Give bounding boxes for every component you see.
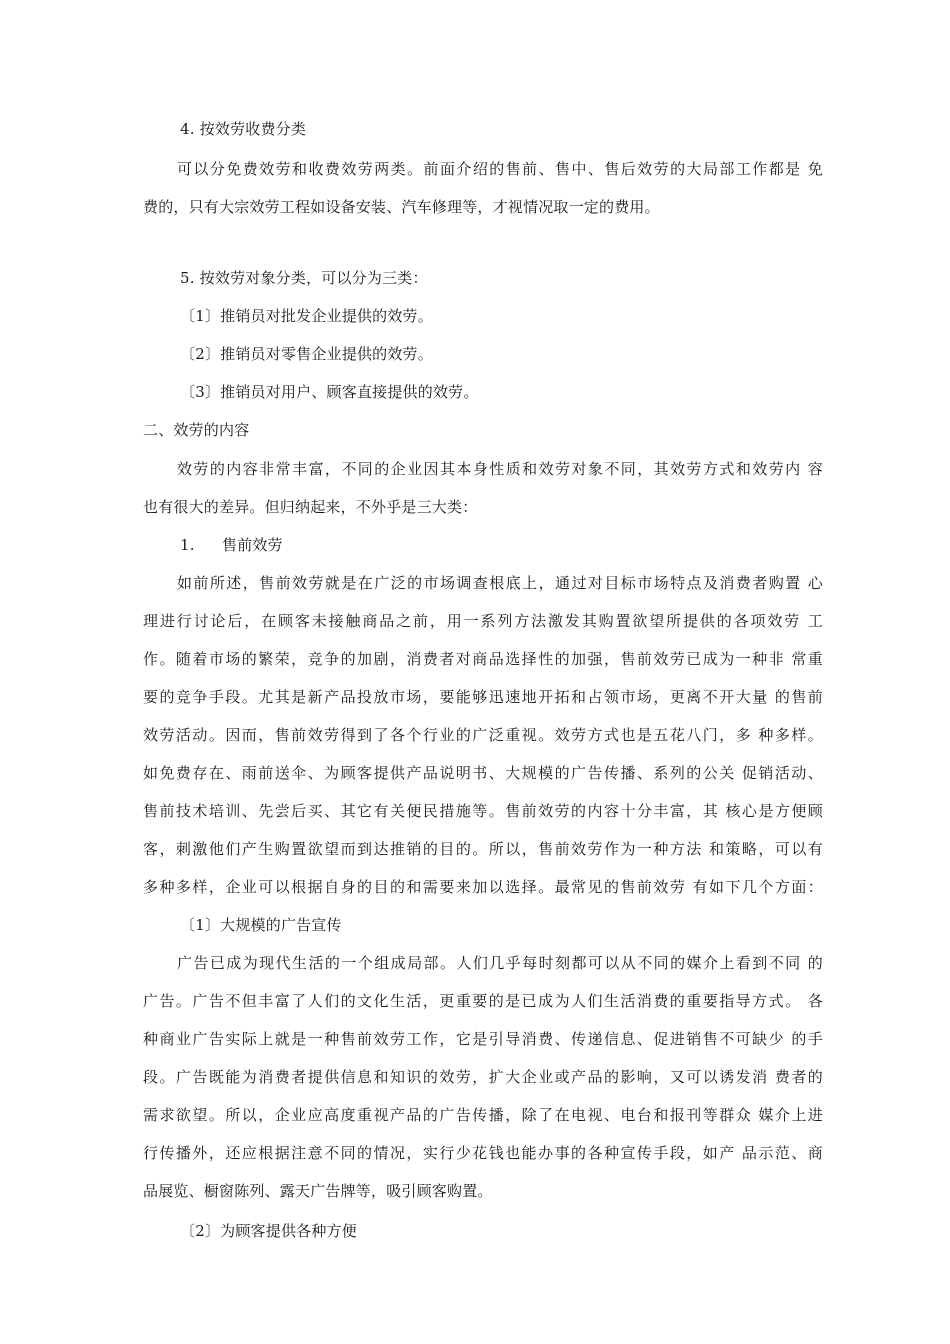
item1-line-2: 广告。广告不但丰富了人们的文化生活，更重要的是已成为人们生活消费的重要指导方式。 各 bbox=[143, 992, 823, 1010]
item1-line-5: 需求欲望。所以，企业应高度重视产品的广告传播，除了在电视、电台和报刊等群众 媒介上进 bbox=[143, 1106, 823, 1124]
presale-line-3: 作。随着市场的繁荣，竞争的加剧，消费者对商品选择性的加强，售前效劳已成为一种非 常重 bbox=[143, 650, 823, 668]
presale-line-7: 售前技术培训、先尝后买、其它有关便民措施等。售前效劳的内容十分丰富，其 核心是方便顾 bbox=[143, 802, 823, 820]
item1-line-7: 品展览、橱窗陈列、露天广告牌等，吸引顾客购置。 bbox=[143, 1182, 493, 1200]
presale-subheading bbox=[180, 535, 860, 555]
presale-line-8: 客，刺激他们产生购置欲望而到达推销的目的。所以，售前效劳作为一种方法 和策略，可以有 bbox=[143, 840, 823, 858]
section4-heading: 4. 按效劳收费分类 bbox=[180, 120, 307, 138]
section5-item-1: 〔1〕推销员对批发企业提供的效劳。 bbox=[180, 307, 433, 325]
item1-line-3: 种商业广告实际上就是一种售前效劳工作，它是引导消费、传递信息、促进销售不可缺少 的手 bbox=[143, 1030, 823, 1048]
item2-title: 〔2〕为顾客提供各种方便 bbox=[180, 1222, 357, 1240]
section5-heading: 5. 按效劳对象分类，可以分为三类： bbox=[180, 269, 428, 287]
presale-line-1: 如前所述，售前效劳就是在广泛的市场调查根底上，通过对目标市场特点及消费者购置 心 bbox=[177, 574, 823, 592]
presale-title: 售前效劳 bbox=[222, 536, 283, 554]
presale-line-9: 多种多样，企业可以根据自身的目的和需要来加以选择。最常见的售前效劳 有如下几个方面： bbox=[143, 878, 823, 896]
presale-line-5: 效劳活动。因而，售前效劳得到了各个行业的广泛重视。效劳方式也是五花八门，多 种多样。 bbox=[143, 726, 823, 744]
section4-para-line-1: 可以分免费效劳和收费效劳两类。前面介绍的售前、售中、售后效劳的大局部工作都是 免 bbox=[177, 160, 823, 178]
part2-heading: 二、效劳的内容 bbox=[143, 421, 250, 439]
presale-line-2: 理进行讨论后，在顾客未接触商品之前，用一系列方法激发其购置欲望所提供的各项效劳 工 bbox=[143, 612, 823, 630]
section5-item-2: 〔2〕推销员对零售企业提供的效劳。 bbox=[180, 345, 433, 363]
presale-line-6: 如免费存在、雨前送伞、为顾客提供产品说明书、大规模的广告传播、系列的公关 促销活动、 bbox=[143, 764, 823, 782]
item1-title: 〔1〕大规模的广告宣传 bbox=[180, 916, 342, 934]
section4-para-line-2: 费的，只有大宗效劳工程如设备安装、汽车修理等，才视情况取一定的费用。 bbox=[143, 198, 660, 216]
presale-number: 1. bbox=[180, 536, 195, 554]
part2-intro-line-2: 也有很大的差异。但归纳起来，不外乎是三大类： bbox=[143, 498, 478, 516]
section5-item-3: 〔3〕推销员对用户、顾客直接提供的效劳。 bbox=[180, 383, 479, 401]
item1-line-6: 行传播外，还应根据注意不同的情况，实行少花钱也能办事的各种宣传手段，如产 品示范、商 bbox=[143, 1144, 823, 1162]
item1-line-4: 段。广告既能为消费者提供信息和知识的效劳，扩大企业或产品的影响，又可以诱发消 费者的 bbox=[143, 1068, 823, 1086]
part2-intro-line-1: 效劳的内容非常丰富，不同的企业因其本身性质和效劳对象不同，其效劳方式和效劳内 容 bbox=[177, 460, 823, 478]
presale-line-4: 要的竞争手段。尤其是新产品投放市场，要能够迅速地开拓和占领市场，更离不开大量 的售前 bbox=[143, 688, 823, 706]
item1-line-1: 广告已成为现代生活的一个组成局部。人们几乎每时刻都可以从不同的媒介上看到不同 的 bbox=[177, 954, 823, 972]
